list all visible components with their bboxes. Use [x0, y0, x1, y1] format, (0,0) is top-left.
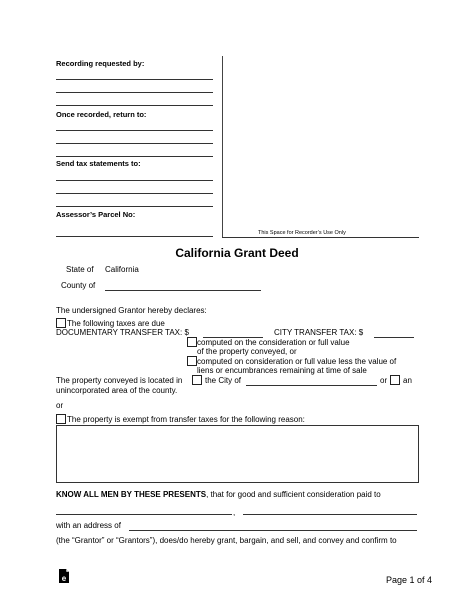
unincorporated-text: unincorporated area of the county.	[56, 386, 178, 395]
exempt-checkbox[interactable]	[56, 414, 66, 424]
page-title: California Grant Deed	[175, 246, 299, 260]
county-field[interactable]	[105, 290, 261, 291]
an-text: an	[403, 376, 412, 385]
logo-icon	[58, 569, 70, 584]
address-field[interactable]	[129, 530, 417, 531]
computed-full-value-text-2: of the property conveyed, or	[197, 347, 297, 356]
state-label: State of	[66, 265, 94, 274]
tax-statements-line[interactable]	[56, 180, 213, 181]
recorder-space-line	[222, 237, 419, 238]
know-all-men-rest: , that for good and sufficient consideration paid to	[206, 490, 381, 499]
recording-requested-line[interactable]	[56, 79, 213, 80]
located-in-text: The property conveyed is located in	[56, 376, 183, 385]
tax-statements-line[interactable]	[56, 206, 213, 207]
send-tax-statements-label: Send tax statements to:	[56, 159, 141, 168]
city-checkbox[interactable]	[192, 375, 202, 385]
return-to-line[interactable]	[56, 156, 213, 157]
with-address-label: with an address of	[56, 521, 121, 530]
county-label: County of	[61, 281, 96, 290]
recorders-space-label: This Space for Recorder’s Use Only	[258, 230, 346, 236]
assessors-parcel-label: Assessor’s Parcel No:	[56, 210, 136, 219]
state-value[interactable]: California	[105, 265, 139, 274]
taxes-due-label: The following taxes are due	[67, 319, 165, 328]
unincorporated-checkbox[interactable]	[390, 375, 400, 385]
return-to-line[interactable]	[56, 143, 213, 144]
parcel-no-line[interactable]	[56, 236, 213, 237]
grantor-grants-text: (the “Grantor” or “Grantors”), does/do hereby grant, bargain, and sell, and convey and confirm to	[56, 536, 397, 545]
comma-separator: ,	[233, 508, 236, 517]
tax-statements-line[interactable]	[56, 193, 213, 194]
svg-text:e: e	[61, 574, 67, 583]
exempt-reason-label: The property is exempt from transfer taxes for the following reason:	[67, 415, 305, 424]
grantor-declares-text: The undersigned Grantor hereby declares:	[56, 306, 207, 315]
computed-less-value-text-2: liens or encumbrances remaining at time of sale	[197, 366, 367, 375]
recording-requested-line[interactable]	[56, 92, 213, 93]
computed-full-value-text: computed on the consideration or full value	[197, 338, 350, 347]
recording-requested-line[interactable]	[56, 105, 213, 106]
recording-requested-by-label: Recording requested by:	[56, 59, 145, 68]
or-separator: or	[56, 401, 64, 410]
taxes-due-checkbox[interactable]	[56, 318, 66, 328]
city-transfer-tax-label: CITY TRANSFER TAX: $	[274, 328, 364, 337]
return-to-line[interactable]	[56, 130, 213, 131]
computed-less-value-text: computed on consideration or full value less the value of	[197, 357, 397, 366]
grantor-name-field[interactable]	[56, 514, 232, 515]
recorder-divider	[222, 56, 223, 237]
city-of-field[interactable]	[246, 385, 377, 386]
city-of-label: the City of	[205, 376, 242, 385]
know-all-men-bold: KNOW ALL MEN BY THESE PRESENTS	[56, 490, 207, 499]
computed-full-value-checkbox[interactable]	[187, 337, 197, 347]
page-number: Page 1 of 4	[385, 575, 432, 585]
once-recorded-label: Once recorded, return to:	[56, 110, 147, 119]
computed-less-value-checkbox[interactable]	[187, 356, 197, 366]
grantor-name-field-2[interactable]	[243, 514, 417, 515]
city-transfer-tax-field[interactable]	[374, 337, 414, 338]
or-text: or	[380, 376, 388, 385]
know-all-men-text	[56, 491, 381, 499]
exempt-reason-box[interactable]	[56, 425, 419, 483]
logo-svg	[58, 569, 70, 584]
doc-transfer-tax-label: DOCUMENTARY TRANSFER TAX: $	[56, 328, 189, 337]
